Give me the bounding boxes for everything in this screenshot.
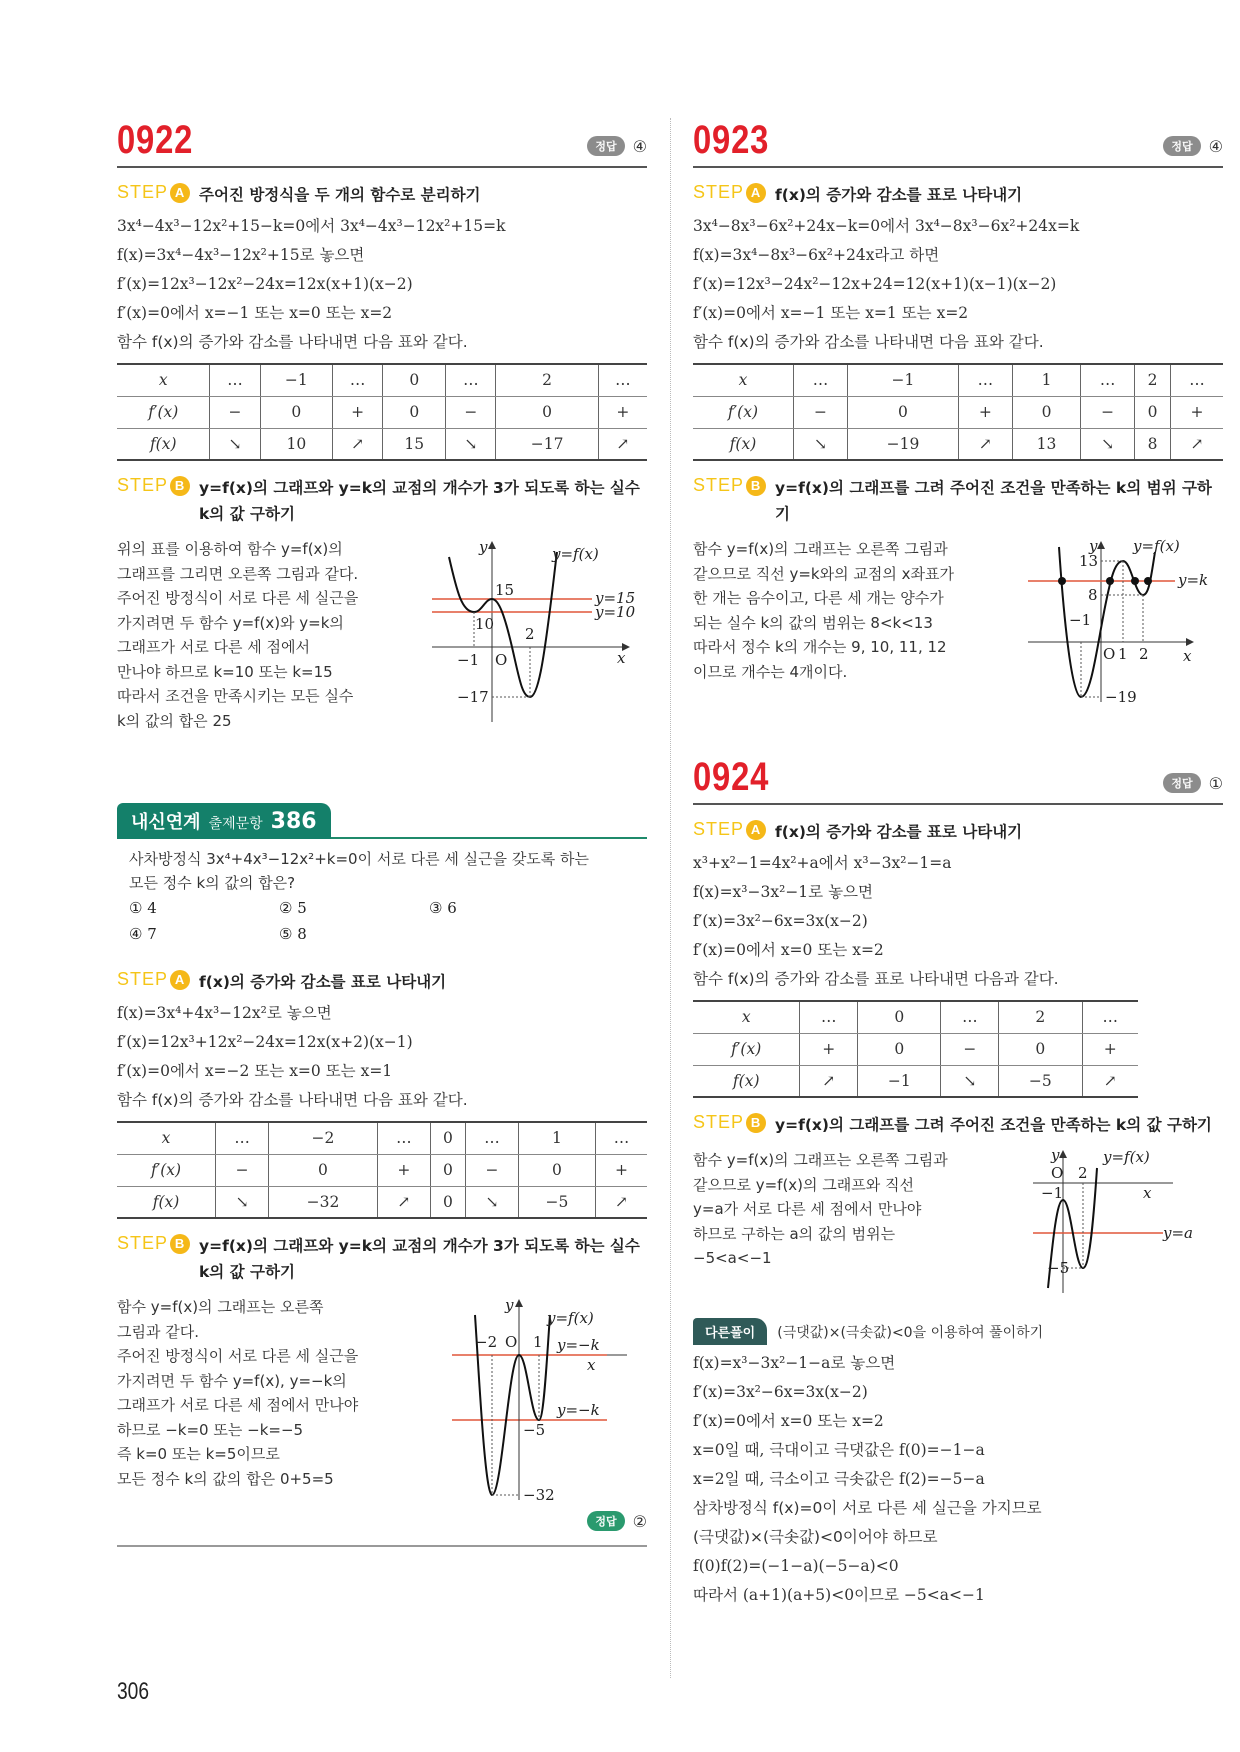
step-a [693, 182, 1223, 208]
svg-text:y=15: y=15 [595, 589, 636, 607]
math-line: f′(x)=12x³−12x²−24x=12x(x+1)(x−2) [117, 275, 413, 293]
step-title: 주어진 방정식을 두 개의 함수로 분리하기 [199, 186, 481, 204]
alt-badge: 다른풀이 [693, 1318, 767, 1345]
step-tag: STEP A [117, 182, 199, 203]
right-column [693, 118, 1223, 1610]
math-line: f′(x)=12x³−24x²−12x+24=12(x+1)(x−1)(x−2) [693, 275, 1057, 293]
svg-text:2: 2 [1078, 1164, 1088, 1182]
math-line: f′(x)=3x²−6x=3x(x−2) [693, 912, 868, 930]
problem-header [693, 755, 1223, 805]
step-letter-icon: B [746, 476, 766, 496]
math-line: 함수 f(x)의 증가와 감소를 표로 나타내면 다음과 같다. [693, 970, 1059, 988]
svg-text:x: x [617, 649, 626, 667]
problem-0922 [117, 118, 647, 733]
text-line: 따라서 정수 k의 개수는 9, 10, 11, 12 [693, 638, 947, 656]
svg-text:13: 13 [1079, 552, 1099, 570]
svg-text:−1: −1 [1041, 1184, 1064, 1202]
math-line: 3x⁴−4x³−12x²+15−k=0에서 3x⁴−4x³−12x²+15=k [117, 217, 506, 235]
text-line: 함수 y=f(x)의 그래프는 오른쪽 그림과 [693, 1151, 948, 1169]
math-line: (극댓값)×(극솟값)<0이어야 하므로 [693, 1528, 938, 1546]
graph-0924 [1023, 1148, 1223, 1298]
problem-number: 0922 [117, 118, 194, 162]
step-letter-icon: A [746, 820, 766, 840]
svg-text:y=f(x): y=f(x) [1133, 537, 1180, 555]
svg-text:y: y [1051, 1148, 1060, 1164]
step-title: f(x)의 증가와 감소를 표로 나타내기 [775, 823, 1023, 841]
math-line: f(0)f(2)=(−1−a)(−5−a)<0 [693, 1557, 899, 1575]
alternative-solution [693, 1318, 1223, 1345]
answer-value: ② [632, 1511, 647, 1531]
naesin-question: 사차방정식 3x⁴+4x³−12x²+k=0이 서로 다른 세 실근을 갖도록 하는 모든 정수 k의 값의 합은? [129, 850, 590, 892]
step-letter-icon: B [170, 1234, 190, 1254]
math-line: 삼차방정식 f(x)=0이 서로 다른 세 실근을 가지므로 [693, 1499, 1042, 1517]
text-line: k의 값의 합은 25 [117, 711, 232, 730]
choice: ① 4 [129, 899, 157, 917]
text-line: 가지려면 두 함수 y=f(x), y=−k의 [117, 1371, 347, 1390]
text-line: 하므로 −k=0 또는 −k=−5 [117, 1420, 304, 1439]
step-b [117, 475, 647, 527]
problem-0923 [693, 118, 1223, 707]
choice: ② 5 [279, 899, 307, 917]
text-line: 같으므로 직선 y=k와의 교점의 x좌표가 [693, 564, 954, 583]
math-line: f(x)=x³−3x²−1−a로 놓으면 [693, 1354, 896, 1372]
column-divider [670, 118, 671, 1678]
text-line: 함수 y=f(x)의 그래프는 오른쪽 [117, 1298, 324, 1316]
answer-badge: 정답 [1163, 136, 1200, 156]
text-line: 한 개는 음수이고, 다른 세 개는 양수가 [693, 589, 944, 607]
naesin-header [117, 803, 647, 839]
problem-number: 0923 [693, 118, 770, 162]
variation-table: x … −1 … 0 … 2 … f′(x) − 0 + 0 − 0 + f(x) ↘ 10 ↗ 15 ↘ −17 ↗ [117, 363, 647, 461]
math-line: f′(x)=0에서 x=−1 또는 x=1 또는 x=2 [693, 304, 969, 322]
svg-text:y: y [505, 1296, 514, 1314]
svg-text:y=−k: y=−k [557, 1401, 600, 1419]
svg-text:O: O [505, 1333, 518, 1351]
answer-choices [117, 895, 647, 947]
svg-text:−5: −5 [1047, 1259, 1070, 1277]
math-line: x³+x²−1=4x²+a에서 x³−3x²−1=a [693, 854, 952, 872]
text-line: 그림과 같다. [117, 1322, 199, 1341]
svg-text:O: O [495, 651, 508, 669]
svg-text:x: x [1143, 1184, 1152, 1202]
choice: ④ 7 [129, 925, 157, 943]
svg-text:y=f(x): y=f(x) [552, 545, 599, 563]
final-answer [117, 1511, 647, 1547]
step-tag: STEP A [693, 182, 775, 203]
variation-table: x … −1 … 1 … 2 … f′(x) − 0 + 0 − 0 + f(x) ↘ −19 ↗ 13 ↘ 8 ↗ [693, 363, 1223, 461]
text-line: 위의 표를 이용하여 함수 y=f(x)의 [117, 540, 343, 558]
step-title: y=f(x)의 그래프와 y=k의 교점의 개수가 3가 되도록 하는 실수 k의 값 구하기 [199, 1237, 640, 1281]
answer-value: ④ [632, 136, 647, 156]
step-tag: STEP B [117, 1233, 199, 1254]
text-line: 그래프가 서로 다른 세 점에서 [117, 638, 310, 656]
math-line: f′(x)=0에서 x=0 또는 x=2 [693, 1412, 884, 1430]
svg-text:y=a: y=a [1163, 1224, 1193, 1242]
math-line: f′(x)=0에서 x=0 또는 x=2 [693, 941, 884, 959]
step-letter-icon: A [170, 183, 190, 203]
text-line: 되는 실수 k의 값의 범위는 8<k<13 [693, 613, 933, 632]
svg-text:1: 1 [533, 1333, 543, 1351]
math-line: 함수 f(x)의 증가와 감소를 나타내면 다음 표와 같다. [117, 333, 468, 351]
problem-header [693, 118, 1223, 168]
svg-text:y: y [479, 538, 488, 556]
step-letter-icon: B [746, 1113, 766, 1133]
math-line: f′(x)=12x³+12x²−24x=12x(x+2)(x−1) [117, 1033, 413, 1051]
text-line: 주어진 방정식이 서로 다른 세 실근을 [117, 1347, 359, 1365]
math-line: f(x)=3x⁴+4x³−12x²로 놓으면 [117, 1004, 332, 1022]
text-line: 하므로 구하는 a의 값의 범위는 [693, 1224, 896, 1243]
svg-text:y=10: y=10 [595, 603, 636, 621]
text-line: 그래프를 그리면 오른쪽 그림과 같다. [117, 564, 359, 583]
text-line: 함수 y=f(x)의 그래프는 오른쪽 그림과 [693, 540, 948, 558]
svg-text:−17: −17 [457, 688, 489, 706]
text-line: 만나야 하므로 k=10 또는 k=15 [117, 662, 333, 681]
svg-text:1: 1 [1118, 645, 1128, 663]
problem-header [117, 118, 647, 168]
step-tag: STEP B [693, 1112, 775, 1133]
step-title: f(x)의 증가와 감소를 표로 나타내기 [775, 186, 1023, 204]
step-letter-icon: A [746, 183, 766, 203]
step-letter-icon: A [170, 970, 190, 990]
variation-table: x … −2 … 0 … 1 … f′(x) − 0 + 0 − 0 + f(x) ↘ −32 ↗ 0 ↘ −5 ↗ [117, 1121, 647, 1219]
page-number: 306 [117, 1678, 150, 1705]
math-line: x=0일 때, 극대이고 극댓값은 f(0)=−1−a [693, 1441, 985, 1459]
svg-text:8: 8 [1088, 586, 1098, 604]
step-tag: STEP A [693, 819, 775, 840]
math-line: 함수 f(x)의 증가와 감소를 나타내면 다음 표와 같다. [693, 333, 1044, 351]
svg-text:−1: −1 [457, 651, 480, 669]
step-title: f(x)의 증가와 감소를 표로 나타내기 [199, 973, 447, 991]
svg-text:O: O [1103, 645, 1116, 663]
math-line: 3x⁴−8x³−6x²+24x−k=0에서 3x⁴−8x³−6x²+24x=k [693, 217, 1080, 235]
math-line: 따라서 (a+1)(a+5)<0이므로 −5<a<−1 [693, 1586, 985, 1604]
svg-text:x: x [587, 1356, 596, 1374]
svg-text:−2: −2 [475, 1333, 498, 1351]
math-line: f′(x)=0에서 x=−2 또는 x=0 또는 x=1 [117, 1062, 393, 1080]
step-title: y=f(x)의 그래프와 y=k의 교점의 개수가 3가 되도록 하는 실수 k의 값 구하기 [199, 479, 640, 523]
svg-text:−32: −32 [523, 1486, 555, 1504]
answer [587, 136, 647, 156]
math-line: f(x)=3x⁴−8x³−6x²+24x라고 하면 [693, 246, 940, 264]
step-b [693, 1112, 1223, 1138]
step-title: y=f(x)의 그래프를 그려 주어진 조건을 만족하는 k의 값 구하기 [775, 1116, 1212, 1134]
svg-text:y=f(x): y=f(x) [1103, 1148, 1150, 1166]
step-a [693, 819, 1223, 845]
svg-text:15: 15 [495, 581, 515, 599]
text-line: 가지려면 두 함수 y=f(x)와 y=k의 [117, 613, 344, 632]
text-line: 즉 k=0 또는 k=5이므로 [117, 1445, 280, 1463]
svg-text:O: O [1051, 1164, 1064, 1182]
text-line: y=a가 서로 다른 세 점에서 만나야 [693, 1200, 922, 1218]
svg-text:−19: −19 [1105, 688, 1137, 706]
text-line: 같으므로 y=f(x)의 그래프와 직선 [693, 1175, 915, 1194]
text-line: 주어진 방정식이 서로 다른 세 실근을 [117, 589, 359, 607]
graph-0923 [1023, 537, 1223, 707]
math-line: f(x)=x³−3x²−1로 놓으면 [693, 883, 873, 901]
problem-0924 [693, 755, 1223, 1610]
step-a [117, 969, 647, 995]
svg-text:y=−k: y=−k [557, 1336, 600, 1354]
answer-badge: 정답 [587, 1511, 624, 1531]
choice: ③ 6 [429, 899, 457, 917]
svg-text:−1: −1 [1069, 611, 1092, 629]
answer-value: ① [1208, 773, 1223, 793]
step-a [117, 182, 647, 208]
step-tag: STEP B [693, 475, 775, 496]
text-line: 그래프가 서로 다른 세 점에서 만나야 [117, 1396, 359, 1414]
step-b [693, 475, 1223, 527]
graph-0922 [427, 537, 647, 727]
math-line: f′(x)=0에서 x=−1 또는 x=0 또는 x=2 [117, 304, 393, 322]
choice: ⑤ 8 [279, 925, 307, 943]
svg-text:2: 2 [525, 625, 535, 643]
step-tag: STEP A [117, 969, 199, 990]
variation-table: x … 0 … 2 … f′(x) + 0 − 0 + f(x) ↗ −1 ↘ −5 ↗ [693, 1000, 1138, 1098]
svg-text:x: x [1183, 647, 1192, 665]
graph-naesin [447, 1295, 647, 1505]
math-line: f′(x)=3x²−6x=3x(x−2) [693, 1383, 868, 1401]
text-line: 모든 정수 k의 값의 합은 0+5=5 [117, 1469, 334, 1488]
problem-number: 0924 [693, 755, 770, 799]
math-line: f(x)=3x⁴−4x³−12x²+15로 놓으면 [117, 246, 365, 264]
math-line: 함수 f(x)의 증가와 감소를 나타내면 다음 표와 같다. [117, 1091, 468, 1109]
svg-text:10: 10 [475, 615, 495, 633]
text-line: 이므로 개수는 4개이다. [693, 662, 848, 681]
text-line: 따라서 조건을 만족시키는 모든 실수 [117, 687, 354, 705]
math-line: x=2일 때, 극소이고 극솟값은 f(2)=−5−a [693, 1470, 985, 1488]
svg-text:2: 2 [1139, 645, 1149, 663]
answer-badge: 정답 [587, 136, 624, 156]
naesin-tab: 내신연계 출제문항 386 [117, 803, 331, 839]
step-title: y=f(x)의 그래프를 그려 주어진 조건을 만족하는 k의 범위 구하기 [775, 479, 1212, 523]
answer-value: ④ [1208, 136, 1223, 156]
step-letter-icon: B [170, 476, 190, 496]
step-b [117, 1233, 647, 1285]
svg-text:−5: −5 [523, 1421, 546, 1439]
answer-badge: 정답 [1163, 773, 1200, 793]
alt-title: (극댓값)×(극솟값)<0을 이용하여 풀이하기 [777, 1324, 1044, 1341]
svg-text:y=f(x): y=f(x) [547, 1309, 594, 1327]
svg-text:y: y [1089, 537, 1098, 555]
svg-text:y=k: y=k [1178, 571, 1209, 589]
left-column [117, 118, 647, 1547]
text-line: −5<a<−1 [693, 1249, 772, 1267]
step-tag: STEP B [117, 475, 199, 496]
